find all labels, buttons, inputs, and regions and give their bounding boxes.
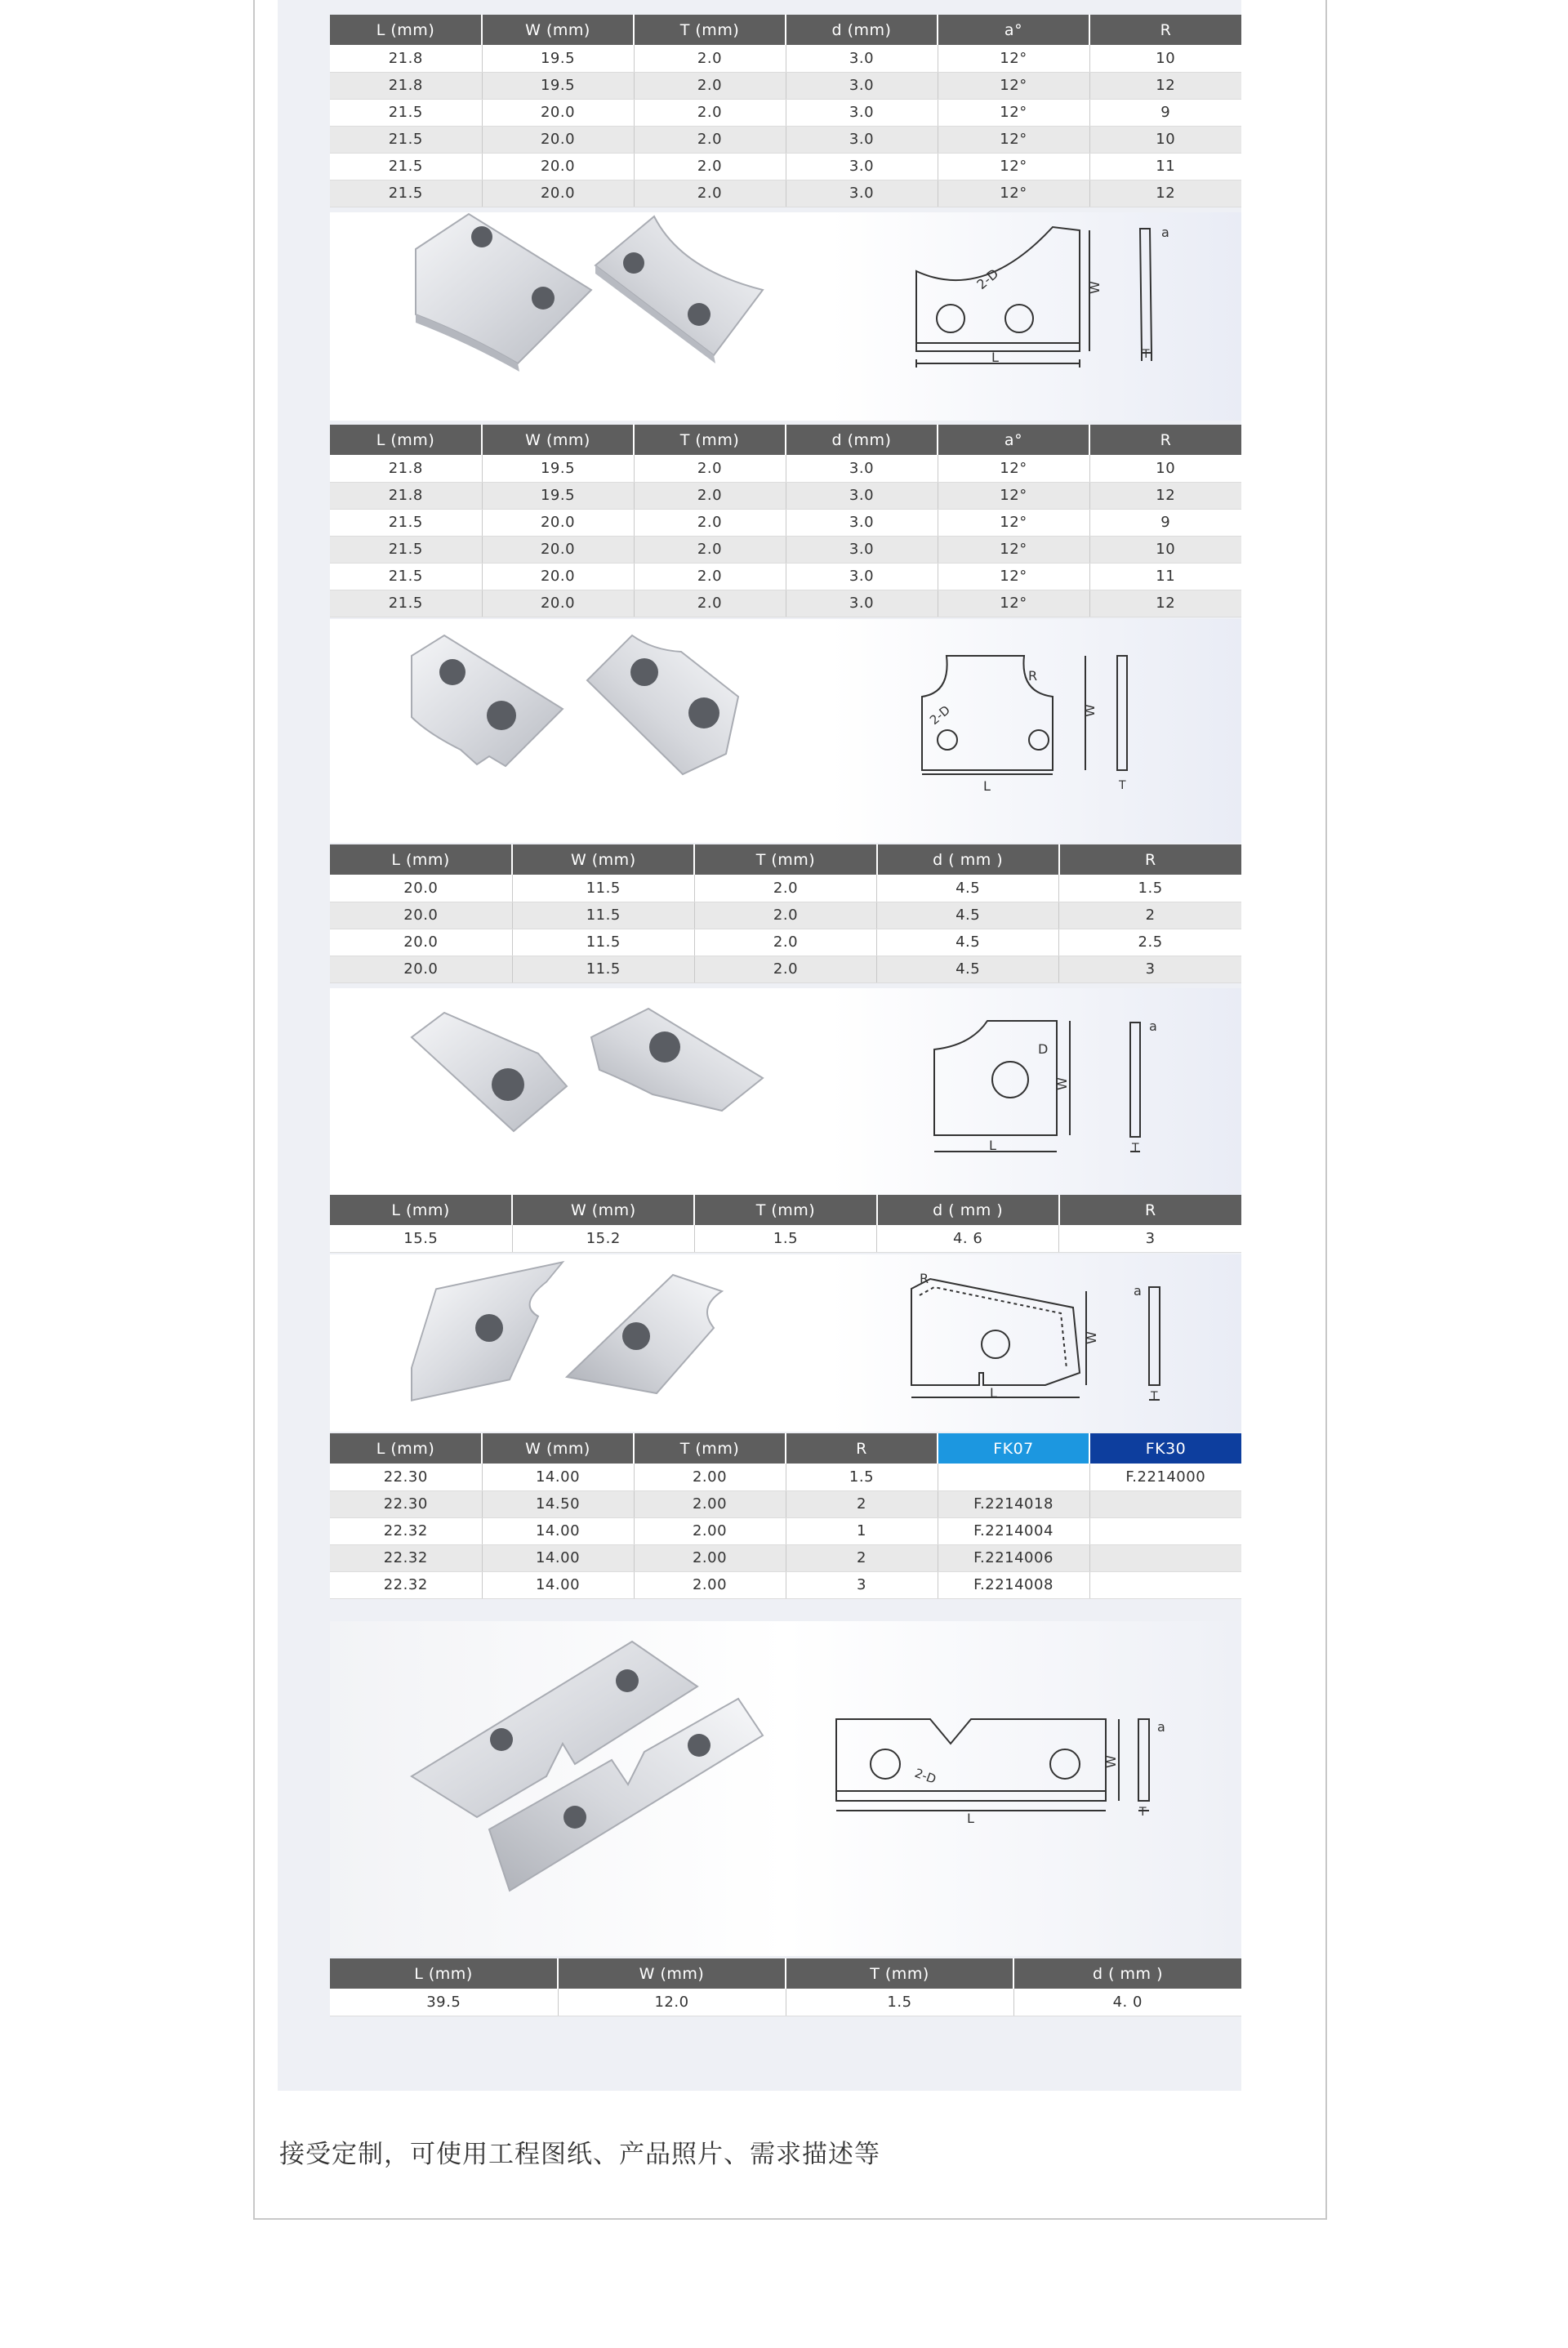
diagram-label-w: W xyxy=(1084,1331,1099,1344)
blade-photo-diagram-4 xyxy=(330,1254,1241,1432)
table-cell: 20.0 xyxy=(482,126,634,153)
col-header: R xyxy=(1089,15,1241,45)
diagram-label-l: L xyxy=(990,1385,997,1401)
table-row xyxy=(330,956,1241,982)
table-cell: 10 xyxy=(1089,45,1241,72)
table-cell: 20.0 xyxy=(482,536,634,563)
col-header: T (mm) xyxy=(694,1195,876,1225)
table-cell: 21.8 xyxy=(330,455,482,482)
table-cell: 39.5 xyxy=(330,1989,558,2016)
table-cell: 11 xyxy=(1089,153,1241,180)
table-row xyxy=(330,180,1241,207)
table-cell: 11.5 xyxy=(512,956,694,982)
table-cell: 12 xyxy=(1089,72,1241,99)
col-header: T (mm) xyxy=(634,1433,786,1464)
table-row xyxy=(330,1544,1241,1571)
blade-photo-diagram-3 xyxy=(330,988,1241,1196)
table-cell xyxy=(1089,1571,1241,1598)
col-header: R xyxy=(1059,844,1241,875)
diagram-label-w: W xyxy=(1103,1755,1119,1768)
table-cell: 3.0 xyxy=(786,536,938,563)
table-row xyxy=(330,509,1241,536)
table-cell xyxy=(1089,1490,1241,1517)
diagram-label-t: T xyxy=(1119,779,1126,792)
table-cell: 12° xyxy=(938,455,1089,482)
table-cell: F.2214008 xyxy=(938,1571,1089,1598)
table-row xyxy=(330,1464,1241,1490)
table-cell: 12° xyxy=(938,509,1089,536)
table-cell: 12.0 xyxy=(558,1989,786,2016)
table-cell: 11.5 xyxy=(512,929,694,956)
col-header: a° xyxy=(938,15,1089,45)
table-cell: 2.0 xyxy=(694,902,876,929)
col-header: W (mm) xyxy=(482,425,634,455)
col-header: a° xyxy=(938,425,1089,455)
table-header-row xyxy=(330,1433,1241,1464)
table-cell: 2.0 xyxy=(634,590,786,617)
table-cell xyxy=(938,1464,1089,1490)
table-header-row xyxy=(330,425,1241,455)
table-row xyxy=(330,1571,1241,1598)
table-cell xyxy=(1089,1517,1241,1544)
col-header: R xyxy=(786,1433,938,1464)
table-cell: 19.5 xyxy=(482,72,634,99)
blade-photo-diagram-2 xyxy=(330,619,1241,843)
table-cell: 15.5 xyxy=(330,1225,512,1252)
table-cell: 12° xyxy=(938,180,1089,207)
table-cell: 20.0 xyxy=(330,875,512,902)
diagram-label-2d: 2-D xyxy=(912,1765,938,1787)
col-header: T (mm) xyxy=(786,1958,1013,1989)
diagram-label-a: a xyxy=(1161,225,1169,240)
col-header: T (mm) xyxy=(694,844,876,875)
table-cell: 21.5 xyxy=(330,590,482,617)
table-cell: F.2214000 xyxy=(1089,1464,1241,1490)
col-header-fk30: FK30 xyxy=(1089,1433,1241,1464)
table-cell xyxy=(1089,1544,1241,1571)
diagram-label-l: L xyxy=(983,778,991,794)
table-cell: 14.50 xyxy=(482,1490,634,1517)
col-header: L (mm) xyxy=(330,844,512,875)
diagram-label-l: L xyxy=(967,1811,974,1826)
table-cell: 11.5 xyxy=(512,902,694,929)
table-row xyxy=(330,45,1241,72)
blade-photo-diagram-5 xyxy=(330,1621,1241,1956)
table-header-row xyxy=(330,1958,1241,1989)
table-cell: 2.0 xyxy=(694,929,876,956)
table-cell: 22.30 xyxy=(330,1490,482,1517)
table-cell: 2.5 xyxy=(1059,929,1241,956)
table-cell: 14.00 xyxy=(482,1517,634,1544)
table-cell: 10 xyxy=(1089,126,1241,153)
table-cell: 14.00 xyxy=(482,1464,634,1490)
col-header: W (mm) xyxy=(482,15,634,45)
customization-note: 接受定制，可使用工程图纸、产品照片、需求描述等 xyxy=(279,2140,880,2169)
table-cell: 1.5 xyxy=(786,1464,938,1490)
table-cell: 2.0 xyxy=(634,536,786,563)
table-cell: 3.0 xyxy=(786,455,938,482)
col-header: L (mm) xyxy=(330,1433,482,1464)
table-cell: 4.5 xyxy=(877,875,1059,902)
diagram-label-t: T xyxy=(1132,1142,1139,1155)
product-image-band-4 xyxy=(330,1254,1241,1432)
table-cell: 3 xyxy=(786,1571,938,1598)
table-cell: 2.0 xyxy=(634,563,786,590)
table-cell: 11.5 xyxy=(512,875,694,902)
diagram-label-2d: 2-D xyxy=(973,265,1002,293)
spec-table-4 xyxy=(330,1195,1241,1253)
table-cell: 20.0 xyxy=(482,180,634,207)
table-cell: 3.0 xyxy=(786,563,938,590)
table-cell: 2.0 xyxy=(694,956,876,982)
col-header: L (mm) xyxy=(330,1958,558,1989)
table-cell: 21.5 xyxy=(330,126,482,153)
table-cell: 4.5 xyxy=(877,929,1059,956)
table-cell: 2 xyxy=(786,1544,938,1571)
table-row xyxy=(330,455,1241,482)
table-cell: 21.5 xyxy=(330,536,482,563)
table-row xyxy=(330,99,1241,126)
table-row xyxy=(330,1225,1241,1252)
col-header: T (mm) xyxy=(634,15,786,45)
table-cell: 12° xyxy=(938,72,1089,99)
table-cell: 11 xyxy=(1089,563,1241,590)
blade-photo-diagram-1 xyxy=(330,212,1241,421)
table-cell: 22.32 xyxy=(330,1571,482,1598)
table-cell: 4.5 xyxy=(877,902,1059,929)
table-row xyxy=(330,153,1241,180)
product-image-band-2 xyxy=(330,619,1241,843)
table-cell: 21.5 xyxy=(330,563,482,590)
diagram-label-t: T xyxy=(1151,1390,1158,1403)
table-cell: 2 xyxy=(786,1490,938,1517)
table-cell: 2.00 xyxy=(634,1571,786,1598)
table-row xyxy=(330,1517,1241,1544)
col-header-fk07: FK07 xyxy=(938,1433,1089,1464)
table-cell: 2.0 xyxy=(694,875,876,902)
table-cell: 2.00 xyxy=(634,1464,786,1490)
table-cell: 2.0 xyxy=(634,72,786,99)
table-cell: 19.5 xyxy=(482,45,634,72)
product-image-band-3 xyxy=(330,988,1241,1196)
table-cell: 3.0 xyxy=(786,509,938,536)
diagram-label-r: R xyxy=(1028,668,1038,684)
table-header-row xyxy=(330,844,1241,875)
table-row xyxy=(330,1490,1241,1517)
spec-table-2 xyxy=(330,425,1241,617)
table-row xyxy=(330,590,1241,617)
col-header: W (mm) xyxy=(512,844,694,875)
table-cell: 1 xyxy=(786,1517,938,1544)
product-image-band-1 xyxy=(330,212,1241,421)
table-cell: 12° xyxy=(938,590,1089,617)
table-cell: 12 xyxy=(1089,482,1241,509)
table-row xyxy=(330,929,1241,956)
table-row xyxy=(330,482,1241,509)
diagram-label-l: L xyxy=(989,1138,996,1153)
table-cell: 12° xyxy=(938,536,1089,563)
table-cell: 3.0 xyxy=(786,153,938,180)
table-row xyxy=(330,72,1241,99)
col-header: W (mm) xyxy=(482,1433,634,1464)
table-cell: 19.5 xyxy=(482,455,634,482)
diagram-label-a: a xyxy=(1134,1283,1142,1299)
table-cell: 14.00 xyxy=(482,1544,634,1571)
table-cell: 20.0 xyxy=(482,509,634,536)
table-cell: 20.0 xyxy=(482,563,634,590)
col-header: d ( mm ) xyxy=(1013,1958,1241,1989)
diagram-label-a: a xyxy=(1149,1018,1157,1034)
table-cell: 21.5 xyxy=(330,153,482,180)
spec-table-1 xyxy=(330,15,1241,207)
table-cell: 2.0 xyxy=(634,509,786,536)
table-row xyxy=(330,563,1241,590)
table-cell: 12 xyxy=(1089,180,1241,207)
table-cell: 12° xyxy=(938,153,1089,180)
table-cell: 21.5 xyxy=(330,99,482,126)
table-cell: 2.0 xyxy=(634,126,786,153)
col-header: W (mm) xyxy=(512,1195,694,1225)
table-cell: 21.8 xyxy=(330,45,482,72)
table-cell: 3.0 xyxy=(786,126,938,153)
table-cell: 21.5 xyxy=(330,509,482,536)
table-cell: 12° xyxy=(938,45,1089,72)
diagram-label-2d: 2-D xyxy=(927,702,953,728)
col-header: L (mm) xyxy=(330,1195,512,1225)
table-cell: 2.0 xyxy=(634,455,786,482)
spec-table-3 xyxy=(330,844,1241,983)
diagram-label-w: W xyxy=(1054,1077,1070,1090)
table-cell: 3 xyxy=(1059,956,1241,982)
table-cell: 2.0 xyxy=(634,482,786,509)
table-cell: 20.0 xyxy=(330,956,512,982)
table-cell: 21.5 xyxy=(330,180,482,207)
table-cell: 4. 0 xyxy=(1013,1989,1241,2016)
table-row xyxy=(330,902,1241,929)
table-cell: 20.0 xyxy=(482,153,634,180)
col-header: L (mm) xyxy=(330,15,482,45)
table-cell: 12° xyxy=(938,563,1089,590)
col-header: d ( mm ) xyxy=(877,844,1059,875)
diagram-label-t: T xyxy=(1139,1806,1147,1819)
table-cell: 10 xyxy=(1089,536,1241,563)
table-cell: 2.0 xyxy=(634,99,786,126)
table-row xyxy=(330,536,1241,563)
table-cell: 22.32 xyxy=(330,1544,482,1571)
table-cell: 1.5 xyxy=(786,1989,1013,2016)
table-cell: 10 xyxy=(1089,455,1241,482)
col-header: W (mm) xyxy=(558,1958,786,1989)
table-cell: 12° xyxy=(938,99,1089,126)
table-cell: 2.00 xyxy=(634,1517,786,1544)
table-cell: 19.5 xyxy=(482,482,634,509)
spec-table-5 xyxy=(330,1433,1241,1599)
product-image-band-5 xyxy=(330,1621,1241,1956)
col-header: R xyxy=(1059,1195,1241,1225)
table-cell: 20.0 xyxy=(482,99,634,126)
table-cell: 3.0 xyxy=(786,99,938,126)
table-cell: 2.0 xyxy=(634,153,786,180)
col-header: d ( mm ) xyxy=(877,1195,1059,1225)
col-header: d (mm) xyxy=(786,15,938,45)
table-cell: 14.00 xyxy=(482,1571,634,1598)
table-cell: 22.32 xyxy=(330,1517,482,1544)
table-row xyxy=(330,1989,1241,2016)
table-cell: 2.00 xyxy=(634,1544,786,1571)
diagram-label-r: R xyxy=(920,1271,929,1286)
table-cell: 3.0 xyxy=(786,590,938,617)
table-cell: 12° xyxy=(938,126,1089,153)
table-cell: 20.0 xyxy=(330,929,512,956)
table-cell: 3.0 xyxy=(786,180,938,207)
table-cell: 21.8 xyxy=(330,72,482,99)
table-cell: 9 xyxy=(1089,509,1241,536)
table-cell: 2.0 xyxy=(634,180,786,207)
table-cell: 4.5 xyxy=(877,956,1059,982)
table-cell: 2.0 xyxy=(634,45,786,72)
table-cell: 15.2 xyxy=(512,1225,694,1252)
col-header: R xyxy=(1089,425,1241,455)
table-cell: 1.5 xyxy=(1059,875,1241,902)
diagram-label-w: W xyxy=(1082,704,1098,717)
table-cell: 20.0 xyxy=(482,590,634,617)
diagram-label-a: a xyxy=(1157,1719,1165,1735)
table-cell: 21.8 xyxy=(330,482,482,509)
col-header: T (mm) xyxy=(634,425,786,455)
diagram-label-t: T xyxy=(1143,348,1150,361)
table-cell: F.2214018 xyxy=(938,1490,1089,1517)
table-cell: F.2214004 xyxy=(938,1517,1089,1544)
table-cell: 1.5 xyxy=(694,1225,876,1252)
table-row xyxy=(330,875,1241,902)
table-cell: 3 xyxy=(1059,1225,1241,1252)
table-cell: 4. 6 xyxy=(877,1225,1059,1252)
table-cell: 3.0 xyxy=(786,72,938,99)
table-cell: 20.0 xyxy=(330,902,512,929)
table-cell: 9 xyxy=(1089,99,1241,126)
table-row xyxy=(330,126,1241,153)
table-cell: 12° xyxy=(938,482,1089,509)
table-header-row xyxy=(330,15,1241,45)
table-cell: F.2214006 xyxy=(938,1544,1089,1571)
table-header-row xyxy=(330,1195,1241,1225)
table-cell: 2 xyxy=(1059,902,1241,929)
col-header: d (mm) xyxy=(786,425,938,455)
table-cell: 3.0 xyxy=(786,45,938,72)
table-cell: 22.30 xyxy=(330,1464,482,1490)
table-cell: 12 xyxy=(1089,590,1241,617)
diagram-label-w: W xyxy=(1087,281,1102,294)
col-header: L (mm) xyxy=(330,425,482,455)
spec-table-6 xyxy=(330,1958,1241,2016)
table-cell: 2.00 xyxy=(634,1490,786,1517)
diagram-label-l: L xyxy=(991,350,999,365)
table-cell: 3.0 xyxy=(786,482,938,509)
diagram-label-d: D xyxy=(1038,1041,1049,1057)
